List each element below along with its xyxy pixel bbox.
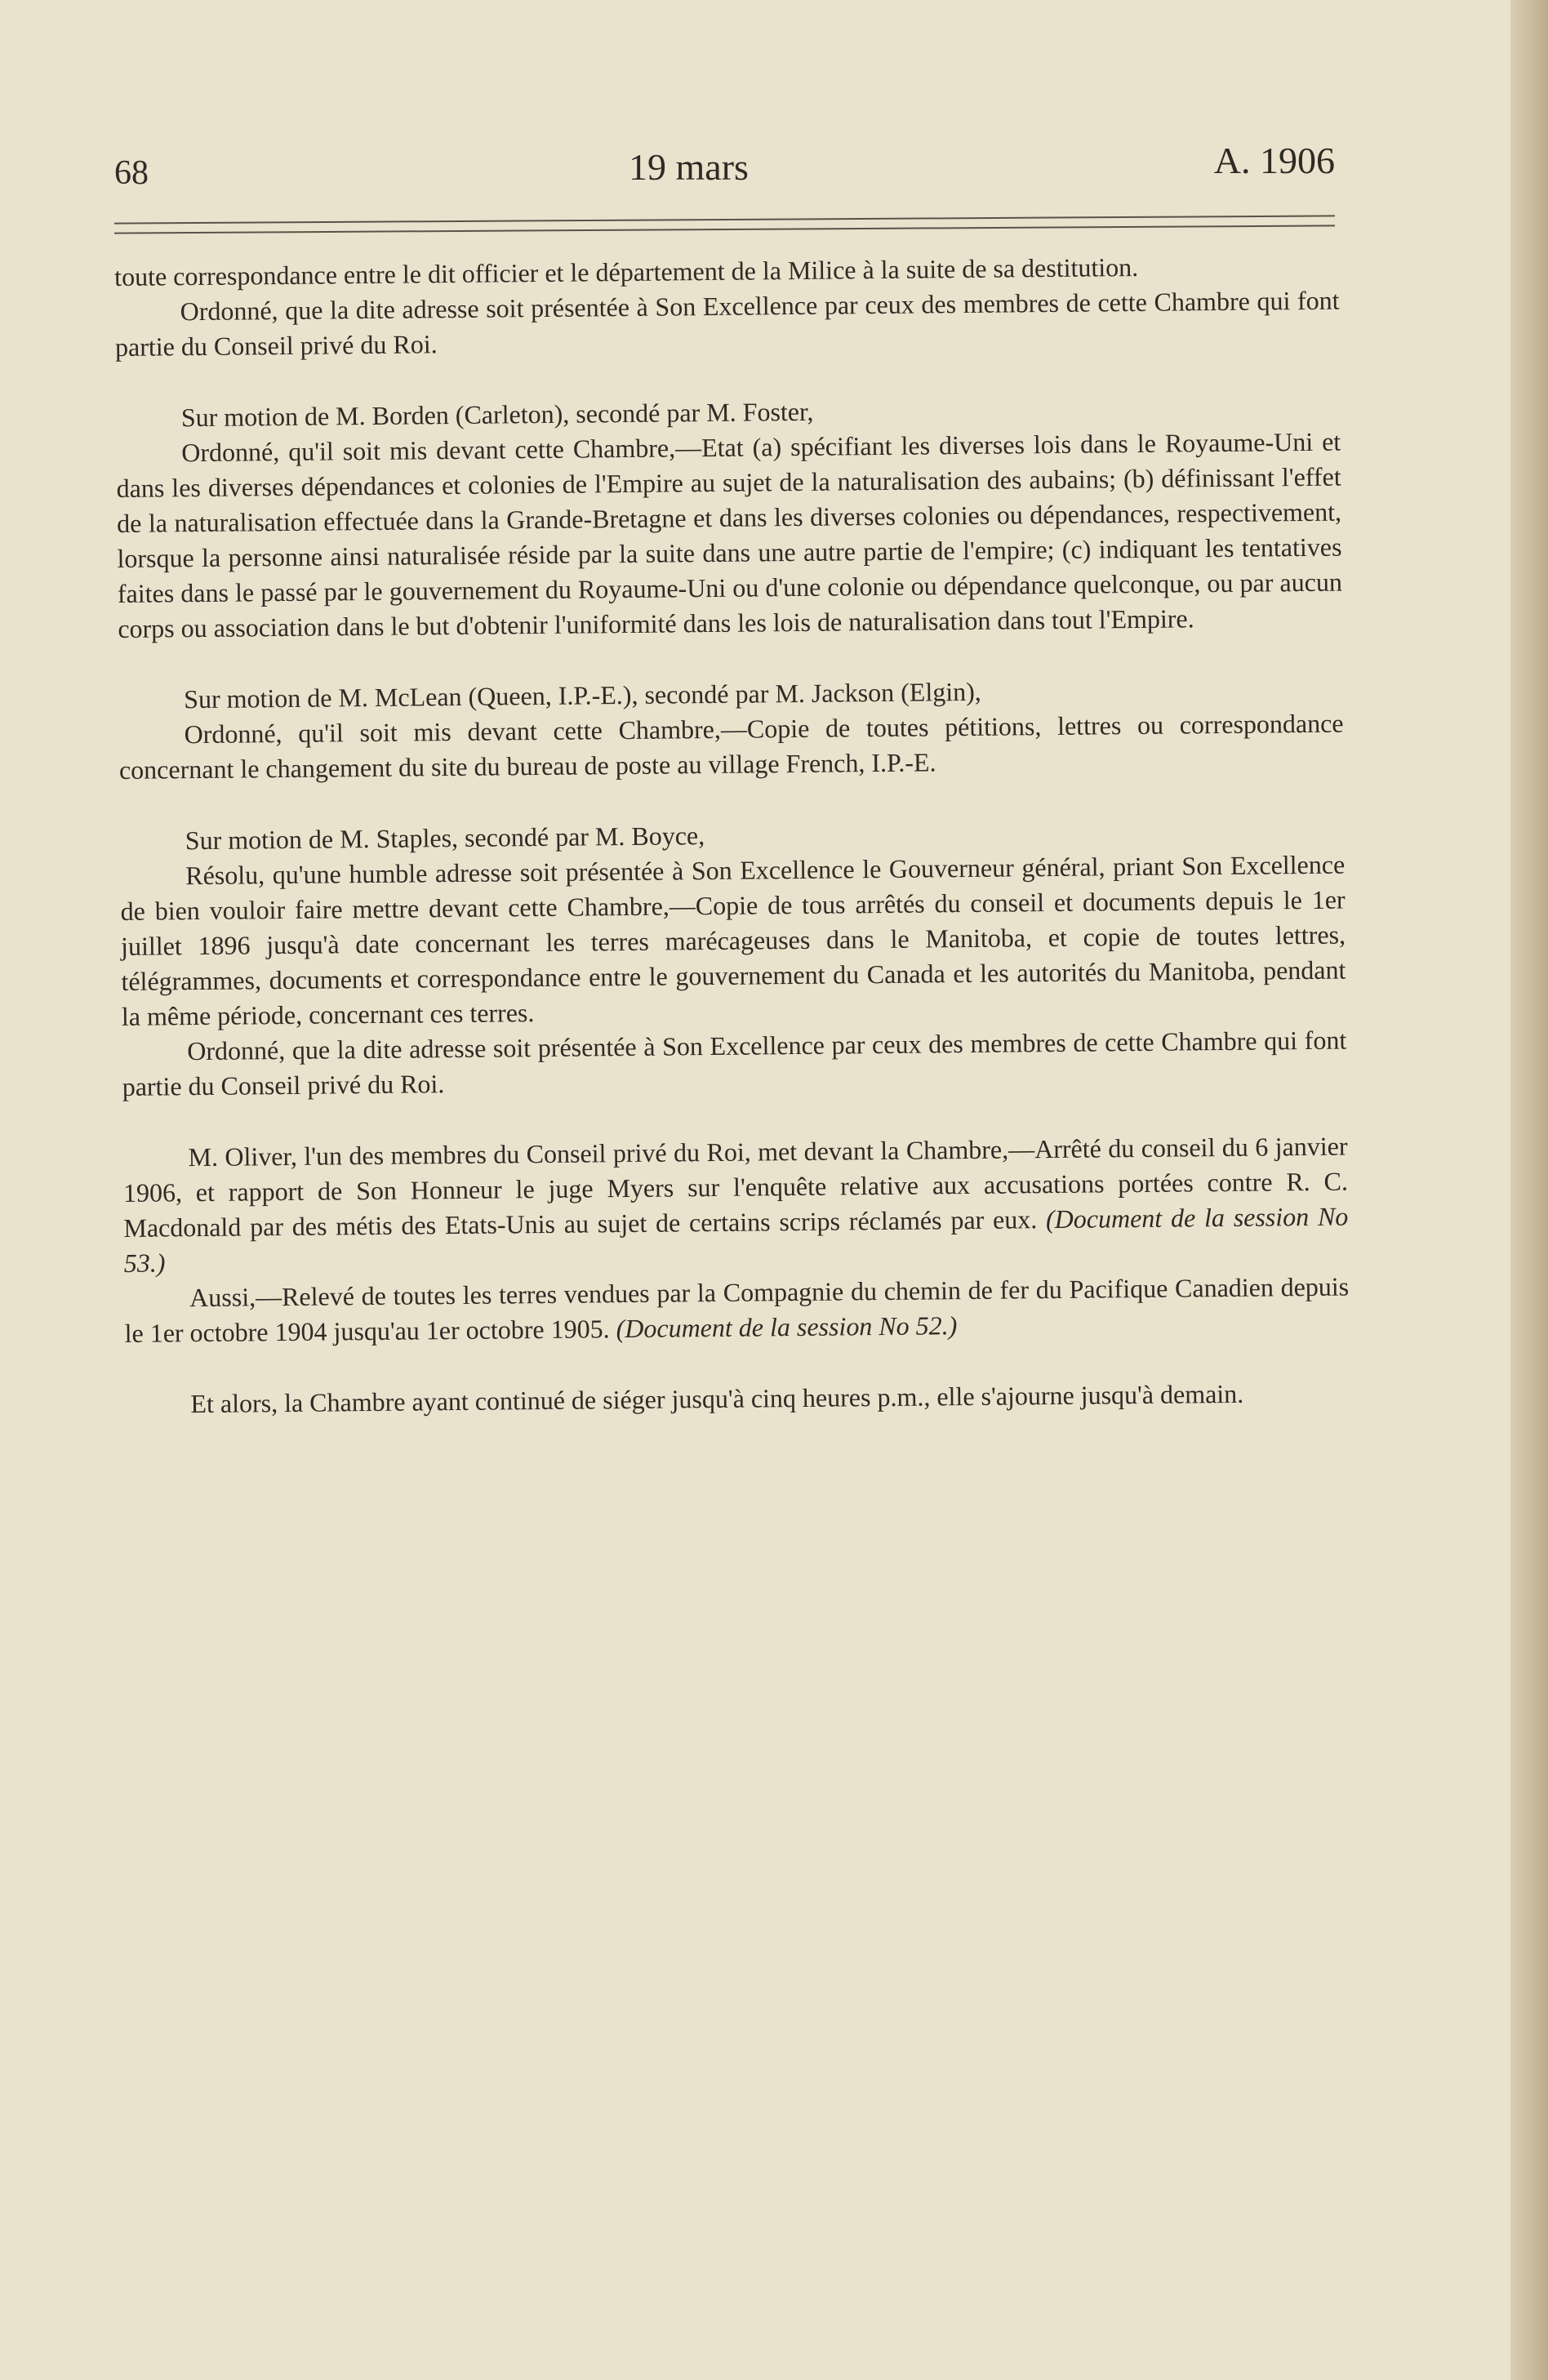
paragraph-text: Ordonné, que la dite adresse soit présentée à Son Excellence par ceux des membres de cette Chambre qui font partie du Conseil privé du Roi. xyxy=(114,285,1340,362)
paragraph xyxy=(118,706,1344,788)
paragraph-text: Et alors, la Chambre ayant continué de siéger jusqu'à cinq heures p.m., elle s'ajourne jusqu'à demain. xyxy=(190,1378,1244,1419)
paragraph-text: Sur motion de M. Staples, secondé par M. Boyce, xyxy=(185,821,705,856)
paragraph-text: Ordonné, qu'il soit mis devant cette Chambre,—Etat (a) spécifiant les diverses lois dans le Royaume-Uni et dans les diverses dépendances et colonies de l'Empire au sujet de la naturalisation des aubains; (b) définissant l'effet de la naturalisation effectuée dans la Grande-Bretagne et dans les diverses colonies ou dépendances, respectivement, lorsque la personne ainsi naturalisée réside par la suite dans une autre partie de l'empire; (c) indiquant les tentatives faites dans le passé par le gouvernement du Royaume-Uni ou d'une colonie ou dépendance quelconque, ou par aucun corps ou association dans le but d'obtenir l'uniformité dans les lois de naturalisation dans tout l'Empire. xyxy=(116,426,1343,643)
document-body xyxy=(114,248,1350,1422)
paragraph xyxy=(114,283,1340,365)
page-edge xyxy=(1510,0,1548,2380)
page-date: 19 mars xyxy=(629,146,749,188)
paragraph xyxy=(124,1270,1350,1351)
paragraph-text: Sur motion de M. McLean (Queen, I.P.-E.), secondé par M. Jackson (Elgin), xyxy=(183,676,981,714)
paragraph-text: Ordonné, qu'il soit mis devant cette Chambre,—Copie de toutes pétitions, lettres ou correspondance concernant le changement du site du bureau de poste au village French, I.P.-E. xyxy=(118,708,1344,785)
paragraph xyxy=(116,425,1342,647)
paragraph-text: Aussi,—Relevé de toutes les terres vendues par la Compagnie du chemin de fer du Pacifique Canadien depuis le 1er octobre 1904 jusqu'au 1er octobre 1905. xyxy=(124,1271,1350,1348)
paragraph-text: M. Oliver, l'un des membres du Conseil privé du Roi, met devant la Chambre,—Arrêté du conseil du 6 janvier 1906, et rapport de Son Honneur le juge Myers sur l'enquête relative aux accusations portées contre R. C. Macdonald par des métis des Etats-Unis au sujet de certains scrips réclamés par eux. xyxy=(122,1131,1349,1243)
page-number: 68 xyxy=(114,154,149,192)
document-reference: (Document de la session No 52.) xyxy=(616,1310,958,1344)
paragraph xyxy=(122,1129,1349,1281)
document-reference: (Document de la session No 53.) xyxy=(123,1201,1349,1278)
paragraph xyxy=(120,847,1346,1034)
page-year: A. 1906 xyxy=(1213,140,1335,181)
paragraph-text: Ordonné, que la dite adresse soit présentée à Son Excellence par ceux des membres de cette Chambre qui font partie du Conseil privé du Roi. xyxy=(122,1025,1347,1101)
page-header xyxy=(114,131,1335,204)
paragraph-text: Sur motion de M. Borden (Carleton), secondé par M. Foster, xyxy=(180,396,814,433)
paragraph-text: toute correspondance entre le dit officier et le département de la Milice à la suite de sa destitution. xyxy=(114,251,1139,291)
paragraph xyxy=(122,1023,1347,1105)
paragraph-text: Résolu, qu'une humble adresse soit présentée à Son Excellence le Gouverneur général, priant Son Excellence de bien vouloir faire mettre devant cette Chambre,—Copie de tous arrêtés du conseil et documents depuis le 1er juillet 1896 jusqu'à date concernant les terres marécageuses dans le Manitoba, et copie de toutes lettres, télégrammes, documents et correspondance entre le gouvernement du Canada et les autorités du Manitoba, pendant la même période, concernant ces terres. xyxy=(120,849,1346,1031)
header-rule xyxy=(114,215,1335,234)
